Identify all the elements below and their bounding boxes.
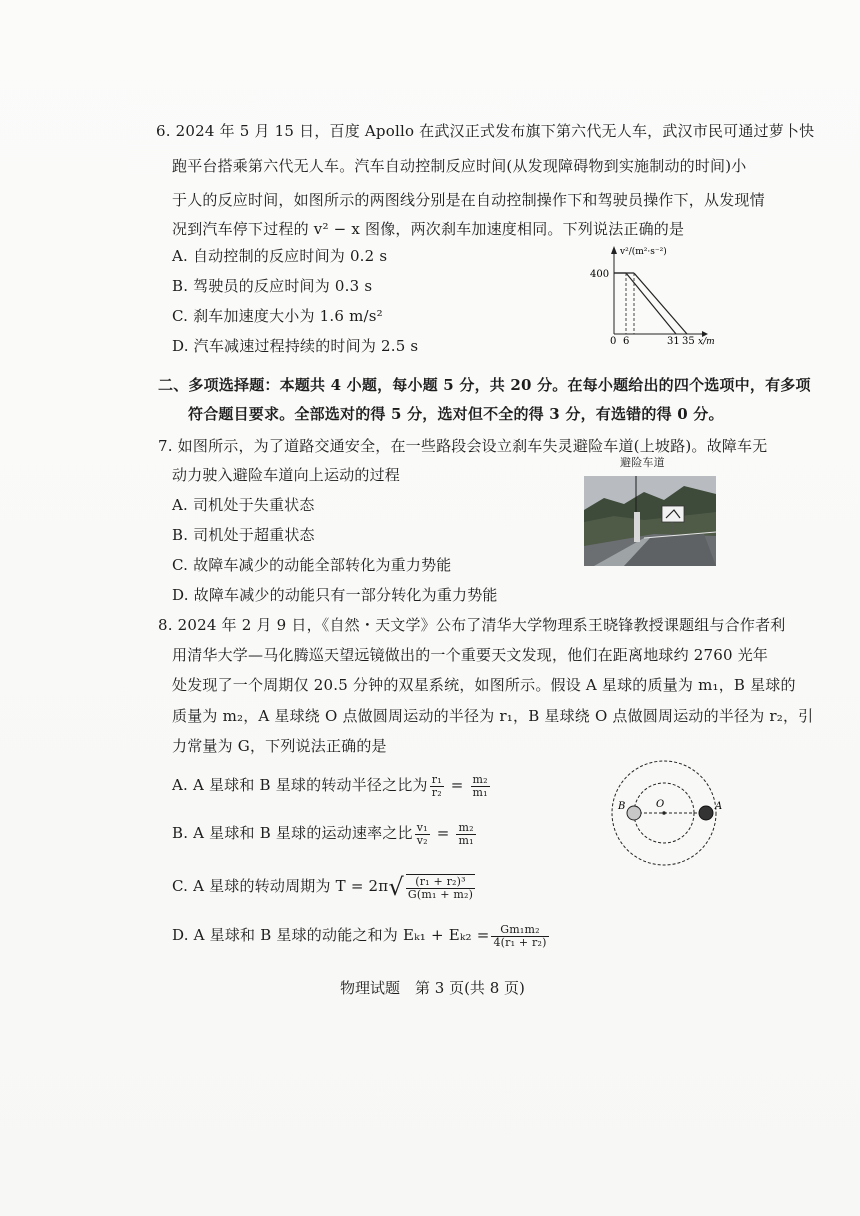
frac-num: Gm₁m₂: [491, 924, 548, 937]
q7-stem-line-1: 7. 如图所示，为了道路交通安全，在一些路段会设立刹车失灵避险车道(上坡路)。故障车无: [158, 437, 768, 455]
q6-stem-line-4: 况到汽车停下过程的 v² − x 图像，两次刹车加速度相同。下列说法正确的是: [172, 220, 685, 238]
q6-option-a: A. 自动控制的反应时间为 0.2 s: [172, 247, 388, 265]
q8-stem-line-2: 用清华大学—马化腾巡天望远镜做出的一个重要天文发现，他们在距离地球约 2760 光年: [172, 646, 769, 664]
q8-option-a: A. A 星球和 B 星球的转动半径之比为 $\frac{\text{r₁}}{\text{r₂}}$ = $\frac{\text{m₂}}{\text{m₁}}$: [172, 772, 488, 799]
q7-option-a: A. 司机处于失重状态: [172, 496, 315, 514]
q6-v2-x-graph: [590, 240, 730, 348]
frac-den: m₁: [472, 785, 488, 799]
driver-line-slope: [634, 273, 687, 334]
frac-den: m₁: [458, 833, 474, 847]
frac-den: 4(r₁ + r₂): [493, 935, 547, 949]
label-o: O: [656, 799, 665, 810]
q8-option-b-frac-m: [456, 822, 475, 847]
q6-option-b: B. 驾驶员的反应时间为 0.3 s: [172, 277, 373, 295]
q8-stem-line-3: 处发现了一个周期仅 20.5 分钟的双星系统，如图所示。假设 A 星球的质量为 m₁，B 星球的: [172, 676, 796, 694]
star-b: [627, 806, 641, 820]
q8-option-c-frac: [406, 874, 475, 901]
q6-stem-line-1: 6. 2024 年 5 月 15 日，百度 Apollo 在武汉正式发布旗下第六代无人车，武汉市民可通过萝卜快: [156, 122, 815, 140]
q7-escape-lane-photo: [584, 476, 716, 566]
q8-option-b: B. A 星球和 B 星球的运动速率之比 $\frac{\text{v₁}}{\text{v₂}}$ = $\frac{\text{m₂}}{\text{m₁}}$: [172, 820, 474, 847]
q8-option-d: [172, 920, 551, 950]
q7-option-c: C. 故障车减少的动能全部转化为重力势能: [172, 556, 452, 574]
q7-option-b: B. 司机处于超重状态: [172, 526, 315, 544]
q8-option-d-text: D. A 星球和 B 星球的动能之和为 Eₖ₁ + Eₖ₂ =: [172, 926, 490, 944]
q8-option-a-frac-m: [471, 774, 490, 799]
q6-option-c: C. 刹车加速度大小为 1.6 m/s²: [172, 307, 383, 325]
x-tick-31: 31: [667, 336, 680, 347]
q8-option-b-text: B. A 星球和 B 星球的运动速率之比: [172, 824, 413, 842]
x-tick-6: 6: [623, 336, 630, 347]
page-footer: 物理试题 第 3 页(共 8 页): [340, 979, 525, 997]
y-tick-400: 400: [590, 269, 610, 280]
frac-num: m₂: [472, 772, 488, 786]
frac-num: v₁: [416, 820, 428, 834]
escape-lane-illustration: [584, 476, 716, 566]
frac-num: m₂: [458, 820, 474, 834]
q8-option-d-frac: [491, 924, 548, 949]
q8-option-b-frac-v: [415, 822, 430, 847]
q7-option-d: D. 故障车减少的动能只有一部分转化为重力势能: [172, 586, 498, 604]
section2-heading-line-1: 二、多项选择题：本题共 4 小题，每小题 5 分，共 20 分。在每小题给出的四个选项中，有多项: [158, 376, 811, 394]
label-a: A: [715, 801, 723, 812]
q8-option-a-frac-r: [430, 774, 444, 799]
x-tick-0: 0: [610, 336, 617, 347]
sqrt-symbol: √: [388, 873, 404, 901]
frac-den: r₂: [431, 785, 442, 799]
section2-heading-line-2: 符合题目要求。全部选对的得 5 分，选对但不全的得 3 分，有选错的得 0 分。: [188, 405, 724, 423]
x-tick-35: 35: [682, 336, 695, 347]
q6-stem-line-2: 跑平台搭乘第六代无人车。汽车自动控制反应时间(从发现障碍物到实施制动的时间)小: [172, 157, 747, 175]
q8-option-c-text: C. A 星球的转动周期为 T = 2π: [172, 877, 389, 895]
center-o: [662, 811, 666, 815]
q8-option-c: [172, 870, 477, 903]
q6-stem-line-3: 于人的反应时间，如图所示的两图线分别是在自动控制操作下和驾驶员操作下，从发现情: [172, 191, 765, 209]
x-axis-label: x/m: [698, 337, 715, 347]
frac-num: (r₁ + r₂)³: [406, 876, 475, 889]
frac-den: G(m₁ + m₂): [407, 887, 474, 901]
y-axis-label: v²/(m²·s⁻²): [620, 247, 667, 257]
q8-option-a-text: A. A 星球和 B 星球的转动半径之比为: [172, 776, 428, 794]
auto-control-line-slope: [626, 273, 676, 334]
q7-photo-caption: 避险车道: [620, 456, 665, 469]
q8-stem-line-1: 8. 2024 年 2 月 9 日，《自然・天文学》公布了清华大学物理系王晓锋教授课题组与合作者利: [158, 616, 786, 634]
y-axis-arrow: [611, 246, 617, 254]
q8-binary-star-diagram: [600, 755, 730, 873]
star-a: [699, 806, 713, 820]
frac-num: r₁: [431, 772, 442, 786]
label-b: B: [618, 801, 626, 812]
q8-stem-line-5: 力常量为 G，下列说法正确的是: [172, 737, 387, 755]
frac-den: v₂: [416, 833, 428, 847]
q6-option-d: D. 汽车减速过程持续的时间为 2.5 s: [172, 337, 419, 355]
q8-stem-line-4: 质量为 m₂，A 星球绕 O 点做圆周运动的半径为 r₁，B 星球绕 O 点做圆周运动的半径为 r₂，引: [172, 707, 814, 725]
q7-stem-line-2: 动力驶入避险车道向上运动的过程: [172, 466, 401, 484]
